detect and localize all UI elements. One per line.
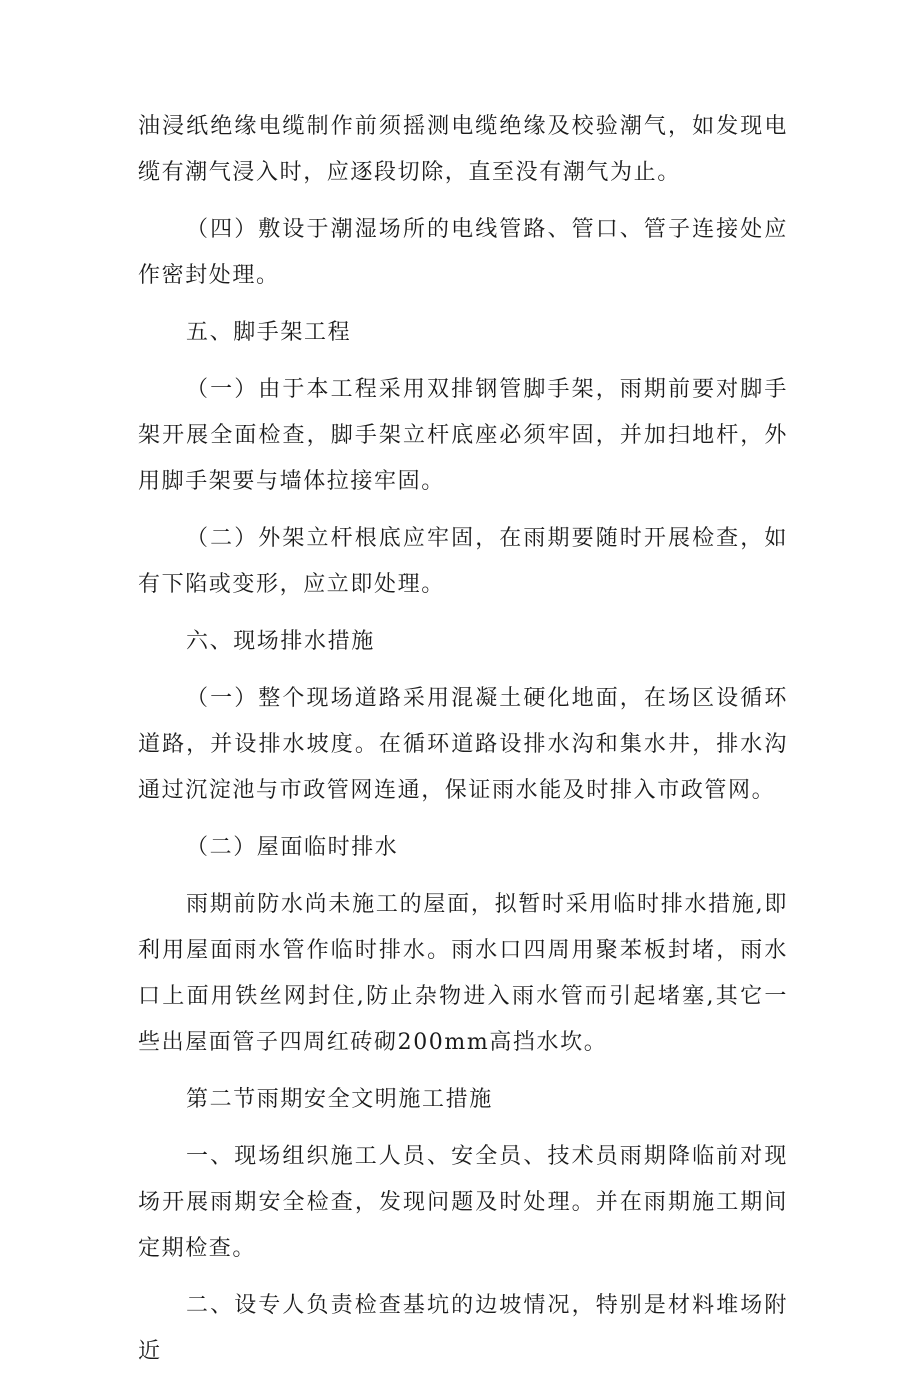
paragraph-cable-moisture: 油浸纸绝缘电缆制作前须摇测电缆绝缘及校验潮气，如发现电缆有潮气浸入时，应逐段切除，直至没有潮气为止。 <box>138 114 788 185</box>
paragraph-roof-drain: 雨期前防水尚未施工的屋面，拟暂时采用临时排水措施,即利用屋面雨水管作临时排水。雨水口四周用聚苯板封堵，雨水口上面用铁丝网封住,防止杂物进入雨水管而引起堵塞,其它一些出屋面管子四周红砖砌200mm高挡水坎。 <box>138 892 788 1055</box>
paragraph-safety-2: 二、设专人负责检查基坑的边坡情况，特别是材料堆场附近 <box>138 1293 788 1364</box>
paragraph-drainage-1: （一）整个现场道路采用混凝土硬化地面，在场区设循环道路，并设排水坡度。在循环道路设排水沟和集水井，排水沟通过沉淀池与市政管网连通，保证雨水能及时排入市政管网。 <box>138 686 788 803</box>
paragraph-item-4: （四）敷设于潮湿场所的电线管路、管口、管子连接处应作密封处理。 <box>138 217 788 288</box>
paragraph-scaffold-2: （二）外架立杆根底应牢固，在雨期要随时开展检查，如有下陷或变形，应立即处理。 <box>138 526 788 597</box>
paragraph-drainage-2: （二）屋面临时排水 <box>186 835 399 860</box>
document-page <box>138 104 788 1386</box>
heading-drainage: 六、现场排水措施 <box>186 629 375 654</box>
heading-section-2: 第二节雨期安全文明施工措施 <box>186 1087 493 1112</box>
paragraph-safety-1: 一、现场组织施工人员、安全员、技术员雨期降临前对现场开展雨期安全检查，发现问题及时处理。并在雨期施工期间定期检查。 <box>138 1144 788 1261</box>
heading-scaffold: 五、脚手架工程 <box>186 320 352 345</box>
paragraph-scaffold-1: （一）由于本工程采用双排钢管脚手架，雨期前要对脚手架开展全面检查，脚手架立杆底座必须牢固，并加扫地杆，外用脚手架要与墙体拉接牢固。 <box>138 377 788 494</box>
